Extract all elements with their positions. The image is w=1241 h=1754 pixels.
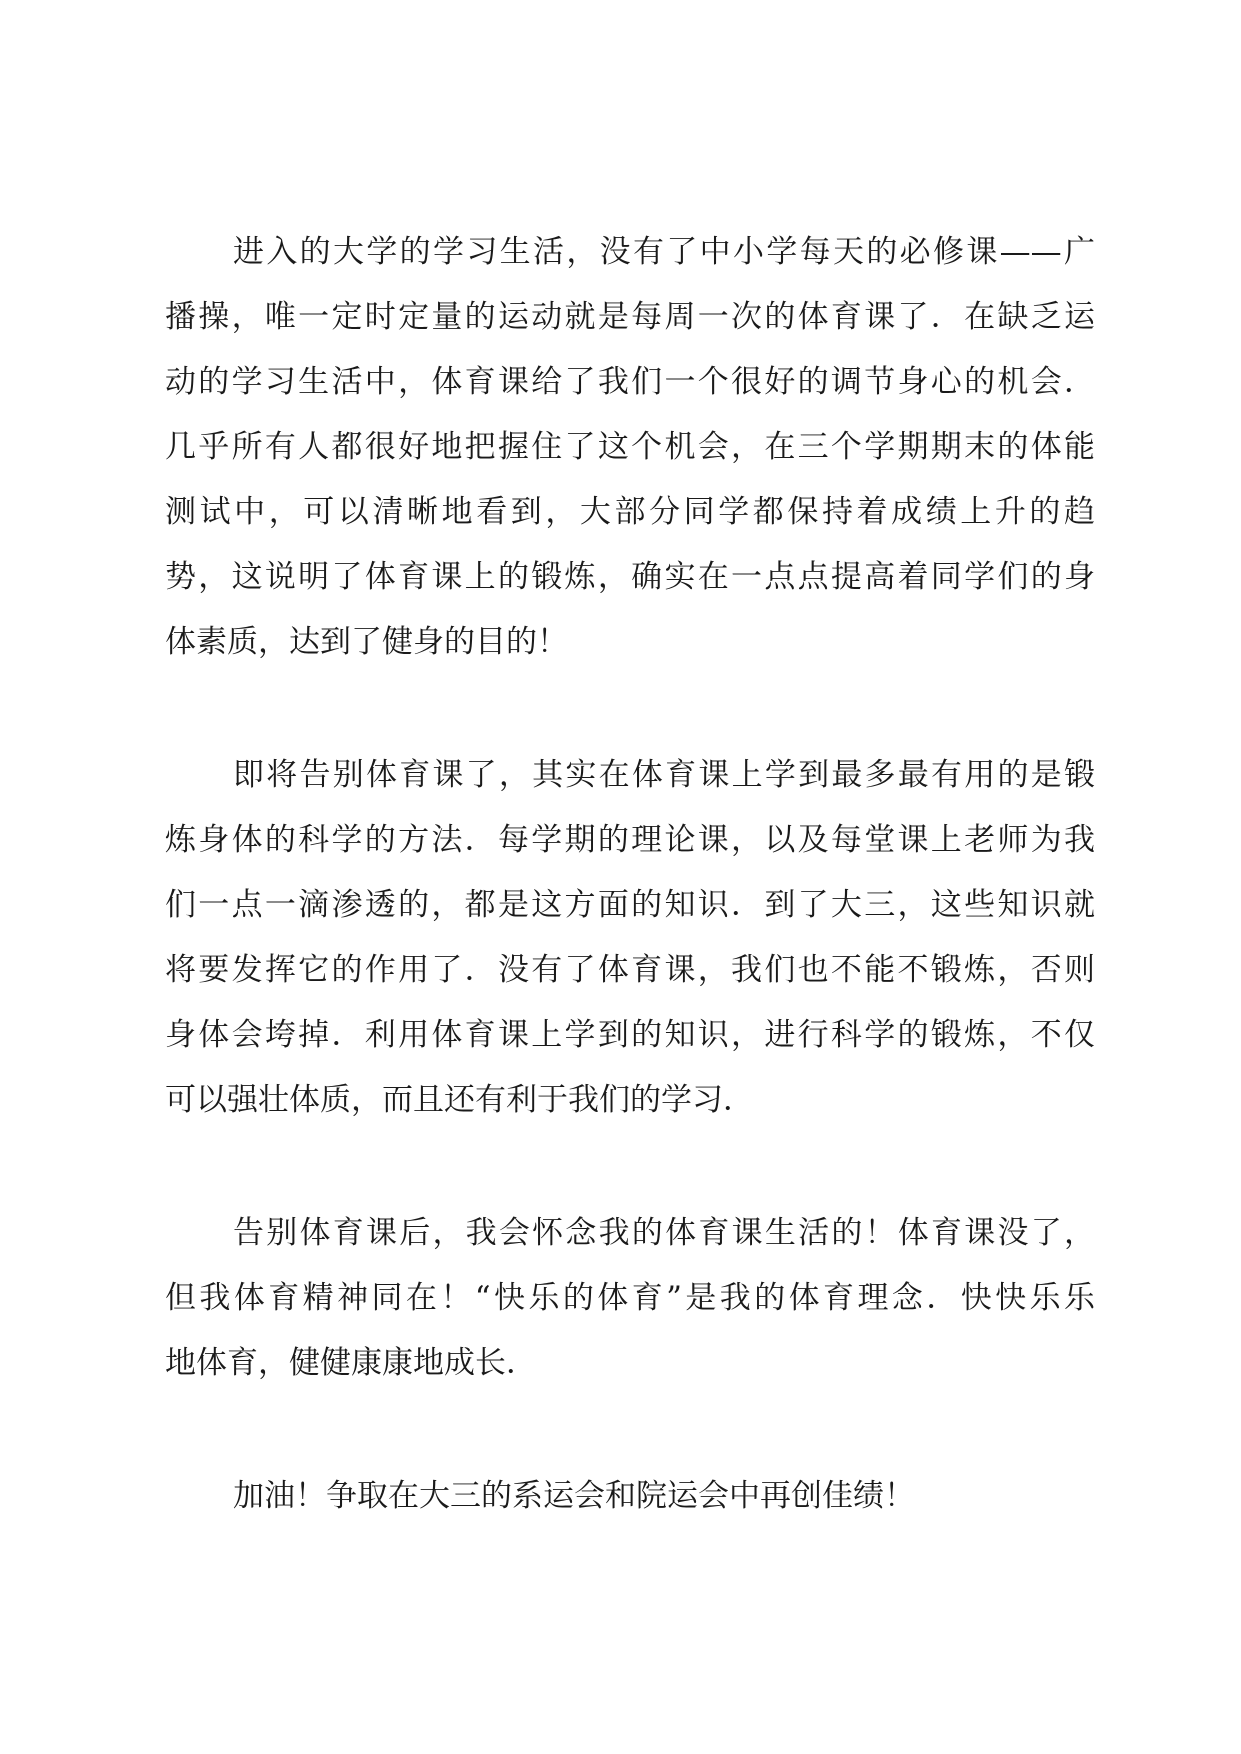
paragraph-line: 几乎所有人都很好地把握住了这个机会，在三个学期期末的体能	[165, 429, 1095, 465]
paragraph-line: 但我体育精神同在！“快乐的体育”是我的体育理念．快快乐乐	[165, 1280, 1095, 1316]
paragraph-line: 告别体育课后，我会怀念我的体育课生活的！体育课没了，	[233, 1215, 1095, 1251]
paragraph-line: 们一点一滴渗透的，都是这方面的知识．到了大三，这些知识就	[165, 887, 1095, 923]
paragraph-line: 进入的大学的学习生活，没有了中小学每天的必修课——广	[233, 234, 1095, 270]
paragraph-line: 炼身体的科学的方法．每学期的理论课，以及每堂课上老师为我	[165, 822, 1095, 858]
paragraph-line: 地体育，健健康康地成长．	[165, 1345, 537, 1381]
paragraph-line: 身体会垮掉．利用体育课上学到的知识，进行科学的锻炼，不仅	[165, 1017, 1095, 1053]
paragraph-line: 动的学习生活中，体育课给了我们一个很好的调节身心的机会．	[165, 364, 1095, 400]
paragraph-line: 体素质，达到了健身的目的！	[165, 624, 568, 660]
paragraph-line: 播操，唯一定时定量的运动就是每周一次的体育课了．在缺乏运	[165, 299, 1095, 335]
paragraph-line: 测试中，可以清晰地看到，大部分同学都保持着成绩上升的趋	[165, 494, 1095, 530]
paragraph-line: 将要发挥它的作用了．没有了体育课，我们也不能不锻炼，否则	[165, 952, 1095, 988]
paragraph-line: 势，这说明了体育课上的锻炼，确实在一点点提高着同学们的身	[165, 559, 1095, 595]
paragraph-line: 加油！争取在大三的系运会和院运会中再创佳绩！	[233, 1478, 915, 1514]
paragraph-line: 即将告别体育课了，其实在体育课上学到最多最有用的是锻	[233, 757, 1095, 793]
paragraph-line: 可以强壮体质，而且还有利于我们的学习．	[165, 1082, 754, 1118]
